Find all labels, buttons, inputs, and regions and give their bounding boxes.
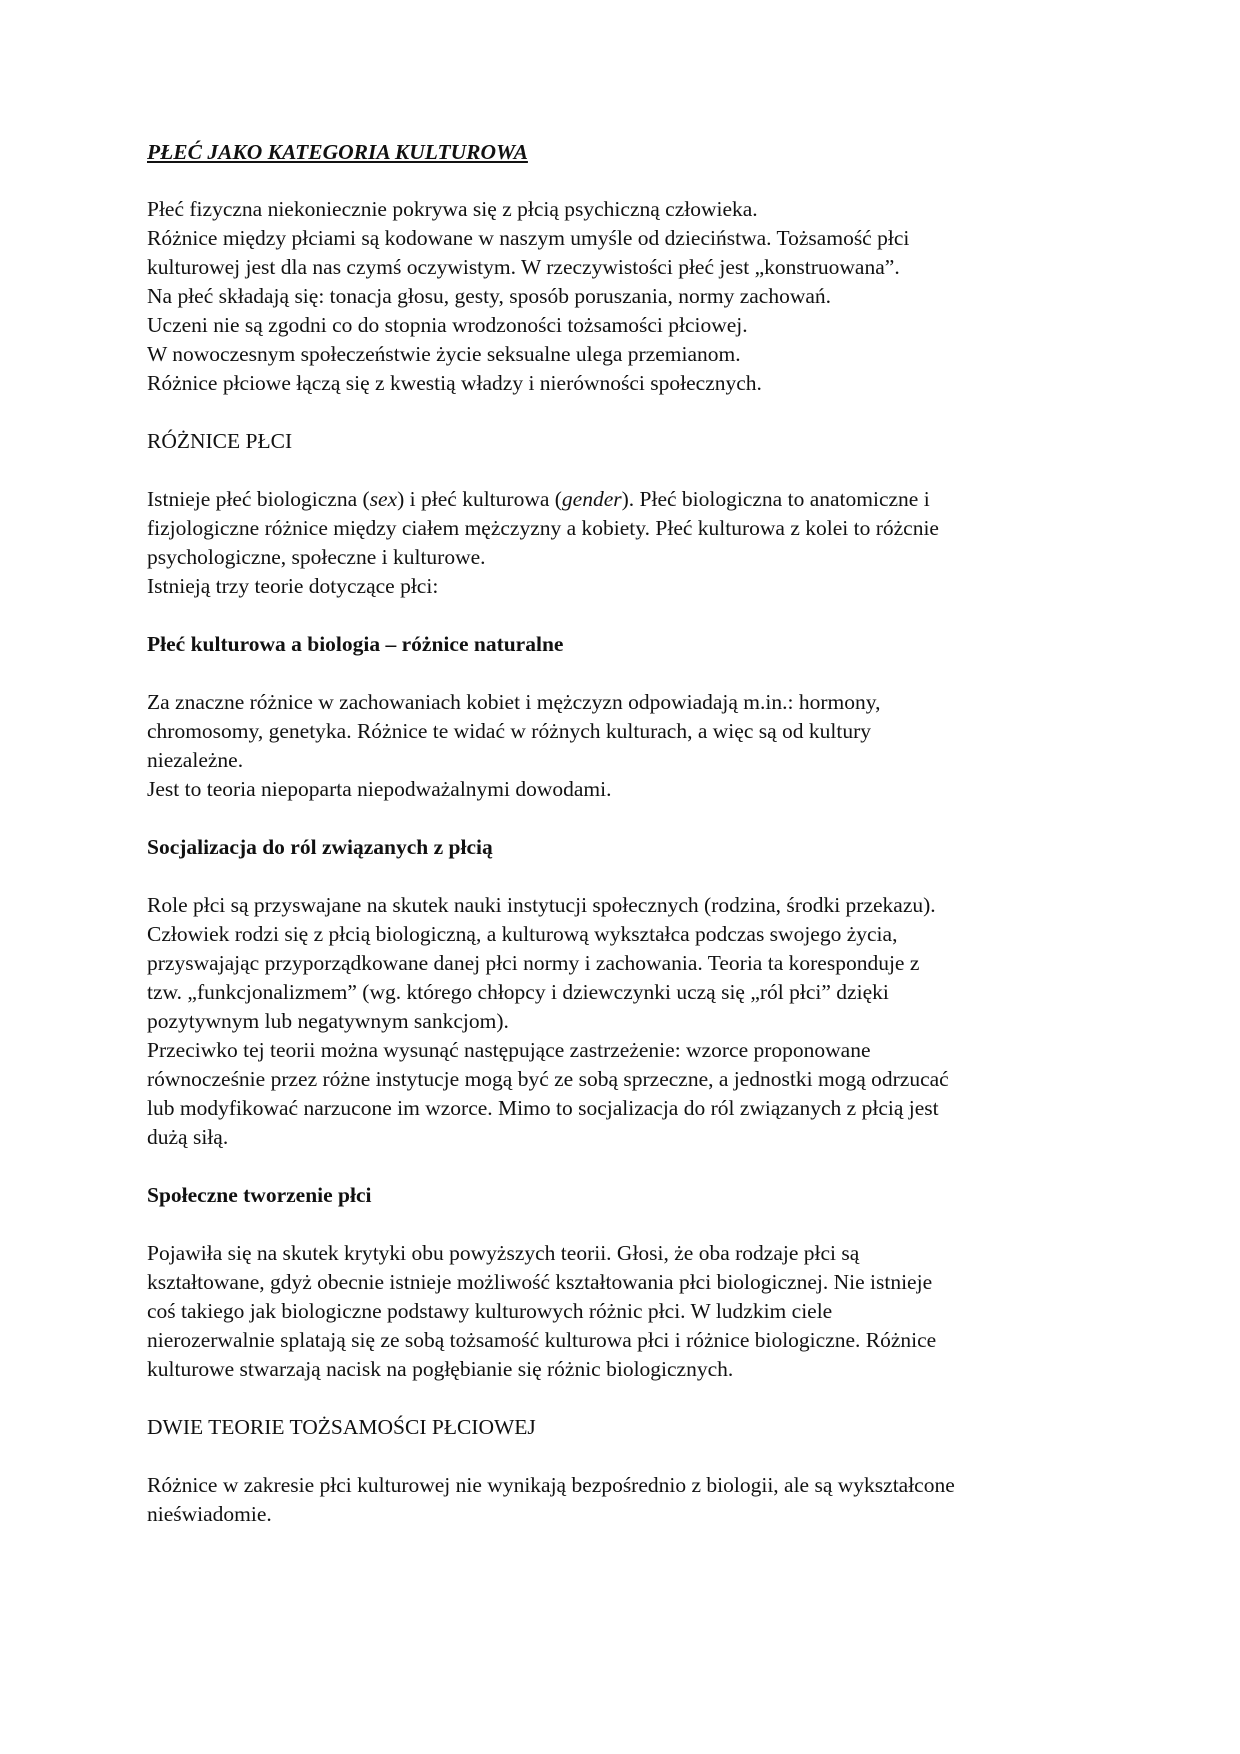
text-line: pozytywnym lub negatywnym sankcjom). [147,1009,509,1033]
text-line [147,485,1097,514]
text-line: tzw. „funkcjonalizmem” (wg. którego chłopcy i dziewczynki uczą się „ról płci” dzięki [147,980,889,1004]
socialization-paragraph [147,891,1097,1152]
text-line: Role płci są przyswajane na skutek nauki instytucji społecznych (rodzina, środki przekazu). [147,893,936,917]
text-line: przyswajając przyporządkowane danej płci normy i zachowania. Teoria ta koresponduje z [147,951,920,975]
text-fragment: ). Płeć biologiczna to anatomiczne i [621,487,930,511]
text-line: Uczeni nie są zgodni co do stopnia wrodzoności tożsamości płciowej. [147,313,748,337]
text-line: Pojawiła się na skutek krytyki obu powyższych teorii. Głosi, że oba rodzaje płci są [147,1241,860,1265]
text-line: równocześnie przez różne instytucje mogą być ze sobą sprzeczne, a jednostki mogą odrzucać [147,1067,949,1091]
text-line: Przeciwko tej teorii można wysunąć następujące zastrzeżenie: wzorce proponowane [147,1038,871,1062]
text-line: kulturowe stwarzają nacisk na pogłębianie się różnic biologicznych. [147,1357,734,1381]
text-line: Człowiek rodzi się z płcią biologiczną, a kulturową wykształca podczas swojego życia, [147,922,898,946]
text-line: dużą siłą. [147,1125,229,1149]
text-fragment: ) i płeć kulturowa ( [397,487,562,511]
section-roznice-paragraph [147,485,1097,601]
term-gender: gender [561,487,622,511]
text-fragment: Istnieje płeć biologiczna ( [147,487,370,511]
text-line: nierozerwalnie splatają się ze sobą tożsamość kulturowa płci i różnice biologiczne. Różnice [147,1328,937,1352]
social-construction-paragraph [147,1239,1097,1384]
text-line: lub modyfikować narzucone im wzorce. Mimo to socjalizacja do ról związanych z płcią jest [147,1096,939,1120]
text-line: chromosomy, genetyka. Różnice te widać w różnych kulturach, a więc są od kultury [147,719,871,743]
text-line: nieświadomie. [147,1502,272,1526]
text-line: fizjologiczne różnice między ciałem mężczyzny a kobiety. Płeć kulturowa z kolei to różcnie [147,516,939,540]
biology-paragraph [147,688,1097,804]
text-line: Istnieją trzy teorie dotyczące płci: [147,574,439,598]
subheading-social-construction: Społeczne tworzenie płci [147,1183,372,1207]
text-line: kulturowej jest dla nas czymś oczywistym. W rzeczywistości płeć jest „konstruowana”. [147,255,900,279]
subheading-socialization: Socjalizacja do ról związanych z płcią [147,835,493,859]
two-theories-paragraph [147,1471,1097,1529]
term-sex: sex [369,487,398,511]
text-line: psychologiczne, społeczne i kulturowe. [147,545,486,569]
section-heading-two-theories: DWIE TEORIE TOŻSAMOŚCI PŁCIOWEJ [147,1415,536,1439]
text-line: coś takiego jak biologiczne podstawy kulturowych różnic płci. W ludzkim ciele [147,1299,833,1323]
section-heading-roznice-plci: RÓŻNICE PŁCI [147,429,293,453]
subheading-biology: Płeć kulturowa a biologia – różnice naturalne [147,632,564,656]
text-line: Jest to teoria niepoparta niepodważalnymi dowodami. [147,777,612,801]
document-title: PŁEĆ JAKO KATEGORIA KULTUROWA [147,140,528,164]
intro-paragraph [147,195,1097,398]
text-line: kształtowane, gdyż obecnie istnieje możliwość kształtowania płci biologicznej. Nie istnieje [147,1270,933,1294]
text-line: Na płeć składają się: tonacja głosu, gesty, sposób poruszania, normy zachowań. [147,284,832,308]
text-line: W nowoczesnym społeczeństwie życie seksualne ulega przemianom. [147,342,741,366]
document-page [147,138,1097,1558]
text-line: Za znaczne różnice w zachowaniach kobiet i mężczyzn odpowiadają m.in.: hormony, [147,690,881,714]
text-line: Różnice płciowe łączą się z kwestią władzy i nierówności społecznych. [147,371,762,395]
text-line: niezależne. [147,748,244,772]
text-line: Różnice w zakresie płci kulturowej nie wynikają bezpośrednio z biologii, ale są wykształcone [147,1473,955,1497]
text-line: Płeć fizyczna niekoniecznie pokrywa się z płcią psychiczną człowieka. [147,197,758,221]
text-line: Różnice między płciami są kodowane w naszym umyśle od dzieciństwa. Tożsamość płci [147,226,910,250]
